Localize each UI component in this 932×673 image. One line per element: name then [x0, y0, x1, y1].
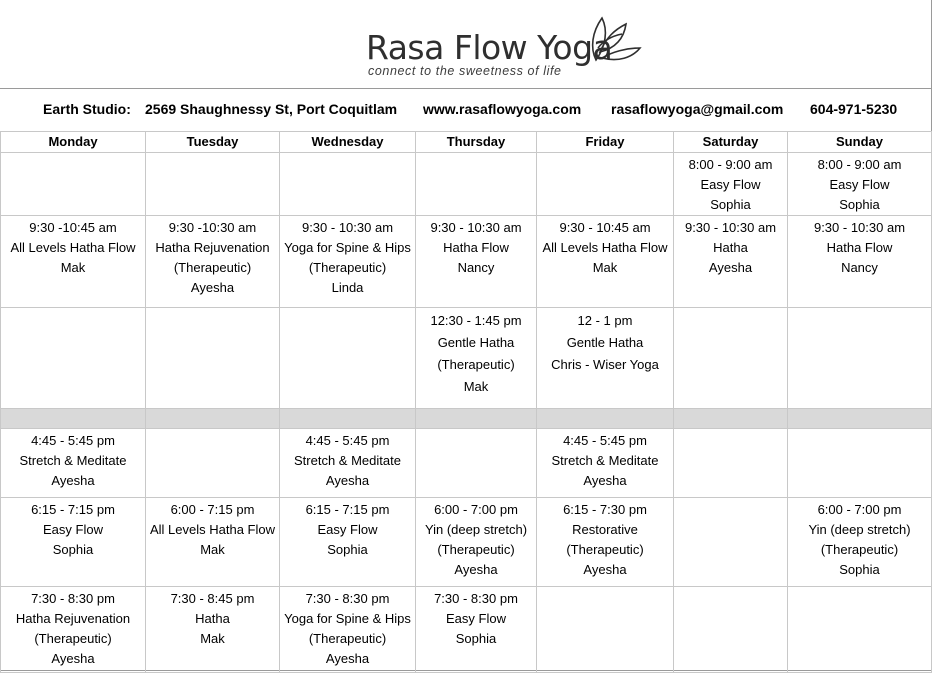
class-cell [416, 308, 537, 409]
class-time: 8:00 - 9:00 am [817, 157, 902, 172]
class-entry [788, 216, 931, 278]
empty-cell [416, 429, 537, 498]
class-name: Hatha [713, 240, 748, 255]
class-note: (Therapeutic) [820, 542, 899, 557]
lotus-icon [582, 8, 644, 66]
class-time: 8:00 - 9:00 am [688, 157, 773, 172]
class-teacher: Sophia [455, 631, 497, 646]
class-entry [416, 587, 536, 649]
empty-cell [674, 308, 788, 409]
contact-bar [0, 88, 931, 132]
class-note: (Therapeutic) [308, 260, 387, 275]
class-teacher: Sophia [710, 197, 751, 212]
empty-cell [280, 308, 416, 409]
class-time: 6:15 - 7:30 pm [563, 502, 647, 517]
class-cell [280, 429, 416, 498]
empty-cell [788, 429, 932, 498]
class-entry [537, 216, 673, 278]
class-teacher: Mak [60, 260, 86, 275]
day-header-row [1, 132, 932, 153]
class-name: Hatha Rejuvenation [155, 240, 270, 255]
schedule-table [0, 131, 932, 673]
class-teacher: Mak [200, 542, 225, 557]
studio-label: Earth Studio: [43, 101, 131, 117]
phone-number: 604-971-5230 [810, 101, 898, 117]
class-entry [416, 308, 536, 398]
class-teacher: Ayesha [454, 562, 498, 577]
class-name: Hatha Flow [826, 240, 893, 255]
section-divider-row [1, 409, 932, 429]
empty-cell [674, 409, 788, 429]
class-entry [280, 587, 415, 669]
day-header: Tuesday [146, 132, 280, 153]
class-time: 6:15 - 7:15 pm [305, 502, 390, 517]
time-slot-row [1, 498, 932, 587]
class-entry [280, 429, 415, 491]
class-cell [146, 587, 280, 673]
class-time: 6:15 - 7:15 pm [31, 502, 115, 517]
class-note: (Therapeutic) [566, 542, 644, 557]
class-entry [788, 153, 931, 215]
class-name: Yoga for Spine & Hips [284, 611, 411, 626]
day-header: Thursday [416, 132, 537, 153]
class-time: 9:30 -10:45 am [29, 220, 117, 235]
day-header: Friday [537, 132, 674, 153]
empty-cell [674, 429, 788, 498]
empty-cell [1, 308, 146, 409]
website-link[interactable]: www.rasaflowyoga.com [423, 101, 582, 117]
class-cell [416, 216, 537, 308]
class-teacher: Sophia [839, 562, 880, 577]
class-note: (Therapeutic) [34, 631, 112, 646]
time-slot-row [1, 429, 932, 498]
empty-cell [146, 429, 280, 498]
class-teacher: Ayesha [51, 473, 95, 488]
class-name: Stretch & Meditate [551, 453, 659, 468]
class-time: 9:30 - 10:30 am [301, 220, 394, 235]
class-teacher: Chris - Wiser Yoga [551, 357, 659, 372]
empty-cell [280, 153, 416, 216]
class-cell [537, 216, 674, 308]
empty-cell [416, 409, 537, 429]
class-time: 9:30 - 10:30 am [430, 220, 522, 235]
empty-cell [1, 153, 146, 216]
class-teacher: Nancy [457, 260, 495, 275]
class-name: Yoga for Spine & Hips [284, 240, 411, 255]
class-teacher: Mak [463, 379, 489, 394]
class-entry [1, 216, 145, 278]
class-teacher: Mak [200, 631, 225, 646]
time-slot-row [1, 587, 932, 673]
class-entry [146, 587, 279, 649]
class-entry [537, 498, 673, 580]
class-cell [674, 216, 788, 308]
empty-cell [674, 498, 788, 587]
day-header: Saturday [674, 132, 788, 153]
class-cell [280, 498, 416, 587]
email-link[interactable]: rasaflowyoga@gmail.com [611, 101, 784, 117]
class-entry [416, 216, 536, 278]
day-header: Sunday [788, 132, 932, 153]
class-cell [537, 429, 674, 498]
class-time: 6:00 - 7:00 pm [817, 502, 902, 517]
class-time: 4:45 - 5:45 pm [31, 433, 115, 448]
class-cell [1, 498, 146, 587]
class-name: All Levels Hatha Flow [542, 240, 668, 255]
empty-cell [788, 308, 932, 409]
class-cell [537, 308, 674, 409]
class-cell [788, 216, 932, 308]
class-cell [280, 587, 416, 673]
class-cell [1, 429, 146, 498]
class-note: (Therapeutic) [308, 631, 387, 646]
class-time: 4:45 - 5:45 pm [563, 433, 647, 448]
class-entry [416, 498, 536, 580]
class-name: Easy Flow [700, 177, 761, 192]
class-time: 7:30 - 8:30 pm [434, 591, 518, 606]
time-slot-row [1, 216, 932, 308]
class-cell [146, 498, 280, 587]
class-name: Hatha Flow [443, 240, 509, 255]
class-entry [537, 429, 673, 491]
empty-cell [674, 587, 788, 673]
brand-name: Rasa Flow Yoga [366, 28, 613, 67]
class-entry [788, 498, 931, 580]
class-note: (Therapeutic) [437, 542, 515, 557]
empty-cell [416, 153, 537, 216]
class-teacher: Ayesha [325, 651, 370, 666]
class-name: Gentle Hatha [566, 335, 644, 350]
class-name: Yin (deep stretch) [424, 522, 528, 537]
empty-cell [537, 409, 674, 429]
empty-cell [537, 153, 674, 216]
class-teacher: Mak [592, 260, 618, 275]
class-cell [416, 587, 537, 673]
class-teacher: Ayesha [583, 473, 627, 488]
studio-address: 2569 Shaughnessy St, Port Coquitlam [145, 101, 398, 117]
class-cell [1, 216, 146, 308]
class-name: Easy Flow [446, 611, 506, 626]
class-time: 9:30 - 10:45 am [559, 220, 651, 235]
class-teacher: Ayesha [583, 562, 627, 577]
class-entry [280, 498, 415, 560]
class-name: Hatha [195, 611, 230, 626]
class-teacher: Sophia [839, 197, 880, 212]
class-teacher: Sophia [327, 542, 368, 557]
class-entry [146, 498, 279, 560]
class-cell [280, 216, 416, 308]
class-entry [1, 429, 145, 491]
class-note: (Therapeutic) [173, 260, 252, 275]
class-time: 12:30 - 1:45 pm [430, 313, 522, 328]
class-cell [416, 498, 537, 587]
logo-header [0, 0, 932, 88]
empty-cell [788, 587, 932, 673]
class-cell [1, 587, 146, 673]
class-entry [1, 498, 145, 560]
class-entry [674, 216, 787, 278]
class-entry [280, 216, 415, 298]
empty-cell [537, 587, 674, 673]
empty-cell [788, 409, 932, 429]
class-time: 12 - 1 pm [577, 313, 633, 328]
class-time: 9:30 - 10:30 am [684, 220, 777, 235]
class-name: Restorative [572, 522, 638, 537]
class-name: Stretch & Meditate [19, 453, 127, 468]
class-cell [537, 498, 674, 587]
class-cell [146, 216, 280, 308]
class-name: Gentle Hatha [437, 335, 515, 350]
class-entry [537, 308, 673, 376]
day-header: Monday [1, 132, 146, 153]
empty-cell [280, 409, 416, 429]
day-header: Wednesday [280, 132, 416, 153]
class-teacher: Ayesha [190, 280, 235, 295]
class-time: 9:30 -10:30 am [168, 220, 257, 235]
class-name: All Levels Hatha Flow [10, 240, 136, 255]
class-time: 6:00 - 7:00 pm [434, 502, 518, 517]
class-time: 7:30 - 8:30 pm [305, 591, 390, 606]
class-name: Hatha Rejuvenation [15, 611, 131, 626]
class-entry [146, 216, 279, 298]
empty-cell [146, 153, 280, 216]
class-cell [674, 153, 788, 216]
class-cell [788, 498, 932, 587]
class-time: 7:30 - 8:45 pm [170, 591, 255, 606]
class-entry [674, 153, 787, 215]
class-name: Easy Flow [43, 522, 103, 537]
empty-cell [1, 409, 146, 429]
class-teacher: Sophia [52, 542, 94, 557]
class-entry [1, 587, 145, 669]
class-teacher: Linda [331, 280, 364, 295]
class-name: Stretch & Meditate [294, 453, 401, 468]
class-time: 6:00 - 7:15 pm [170, 502, 255, 517]
time-slot-row [1, 153, 932, 216]
tagline: connect to the sweetness of life [368, 64, 562, 78]
class-teacher: Nancy [841, 260, 878, 275]
time-slot-row [1, 308, 932, 409]
class-time: 4:45 - 5:45 pm [305, 433, 390, 448]
class-name: Yin (deep stretch) [808, 522, 911, 537]
class-name: Easy Flow [317, 522, 378, 537]
class-name: Easy Flow [829, 177, 890, 192]
class-name: All Levels Hatha Flow [150, 522, 275, 537]
schedule-body [1, 153, 932, 673]
class-cell [788, 153, 932, 216]
class-teacher: Ayesha [708, 260, 753, 275]
class-note: (Therapeutic) [437, 357, 515, 372]
class-time: 9:30 - 10:30 am [813, 220, 906, 235]
class-teacher: Ayesha [51, 651, 95, 666]
empty-cell [146, 409, 280, 429]
class-teacher: Ayesha [325, 473, 370, 488]
class-time: 7:30 - 8:30 pm [31, 591, 115, 606]
empty-cell [146, 308, 280, 409]
